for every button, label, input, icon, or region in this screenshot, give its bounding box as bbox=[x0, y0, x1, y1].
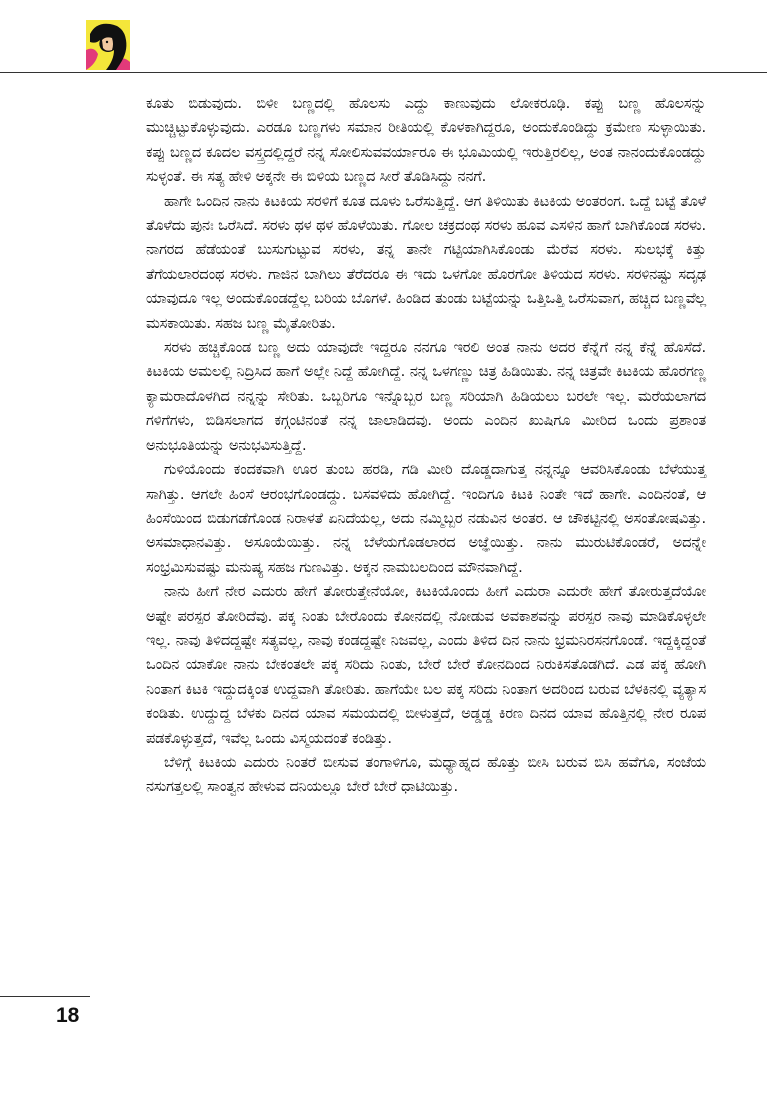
paragraph: ನಾನು ಹೀಗೆ ನೇರ ಎದುರು ಹೇಗೆ ತೋರುತ್ತೇನೆಯೋ, ಕಿಟಕಿಯೊಂದು ಹೀಗೆ ಎದುರಾ ಎದುರೇ ಹೇಗೆ ತೋರುತ್ತದೆಯೋ ಅಷ್ಟೇ ಪರಸ್ಪರ ತೋರಿದೆವು. ಪಕ್ಕ ನಿಂತು ಬೇರೊಂದು ಕೋನದಲ್ಲಿ ನೋಡುವ ಅವಕಾಶವನ್ನು ಪರಸ್ಪರ ನಾವು ಮಾಡಿಕೊಳ್ಳಲೇ ಇಲ್ಲ. ನಾವು ತಿಳಿದದ್ದಷ್ಟೇ ಸತ್ಯವಲ್ಲ, ನಾವು ಕಂಡದ್ದಷ್ಟೇ ನಿಜವಲ್ಲ, ಎಂದು ತಿಳಿದ ದಿನ ನಾನು ಭ್ರಮನಿರಸನಗೊಂಡೆ. ಇದ್ದಕ್ಕಿದ್ದಂತೆ ಒಂದಿನ ಯಾಕೋ ನಾನು ಬೇಕಂತಲೇ ಪಕ್ಕ ಸರಿದು ನಿಂತು, ಬೇರೆ ಬೇರೆ ಕೋನದಿಂದ ನಿರುಕಿಸತೊಡಗಿದೆ. ಎಡ ಪಕ್ಕ ಹೋಗಿ ನಿಂತಾಗ ಕಿಟಕಿ ಇದ್ದುದಕ್ಕಿಂತ ಉದ್ದವಾಗಿ ತೋರಿತು. ಹಾಗೆಯೇ ಬಲ ಪಕ್ಕ ಸರಿದು ನಿಂತಾಗ ಅದರಿಂದ ಬರುವ ಬೆಳಕಿನಲ್ಲಿ ವ್ಯತ್ಯಾಸ ಕಂಡಿತು. ಉದ್ದುದ್ದ ಬೆಳಕು ದಿನದ ಯಾವ ಸಮಯದಲ್ಲಿ ಬೀಳುತ್ತದೆ, ಅಡ್ಡಡ್ಡ ಕಿರಣ ದಿನದ ಯಾವ ಹೊತ್ತಿನಲ್ಲಿ ನೇರ ರೂಪ ಪಡಕೊಳ್ಳುತ್ತದೆ, ಇವೆಲ್ಲ ಒಂದು ವಿಸ್ಮಯದಂತೆ ಕಂಡಿತ್ತು. bbox=[146, 583, 706, 747]
paragraph: ಹಾಗೇ ಒಂದಿನ ನಾನು ಕಿಟಕಿಯ ಸರಳಿಗೆ ಕೂತ ದೂಳು ಒರೆಸುತ್ತಿದ್ದೆ. ಆಗ ತಿಳಿಯಿತು ಕಿಟಕಿಯ ಅಂತರಂಗ. ಒದ್ದೆ ಬಟ್ಟೆ ತೊಳೆ ತೊಳೆದು ಪುನಃ ಒರೆಸಿದೆ. ಸರಳು ಥಳ ಥಳ ಹೊಳೆಯಿತು. ಗೋಲ ಚಕ್ರದಂಥ ಸರಳು ಹೂವ ಎಸಳಿನ ಹಾಗೆ ಬಾಗಿಕೊಂಡ ಸರಳು. ನಾಗರದ ಹೆಡೆಯಂತೆ ಬುಸುಗುಟ್ಟುವ ಸರಳು, ತನ್ನ ತಾನೇ ಗಟ್ಟಿಯಾಗಿಸಿಕೊಂಡು ಮೆರೆವ ಸರಳು. ಸುಲಭಕ್ಕೆ ಕಿತ್ತು ತೆಗೆಯಲಾರದಂಥ ಸರಳು. ಗಾಜಿನ ಬಾಗಿಲು ತೆರೆದರೂ ಈ ಇದು ಒಳಗೋ ಹೊರಗೋ ತಿಳಿಯದ ಸರಳು. ಸರಳಿನಷ್ಟು ಸದೃಢ ಯಾವುದೂ ಇಲ್ಲ ಅಂದುಕೊಂಡದ್ದೆಲ್ಲ ಬರಿಯ ಬೊಗಳೆ. ಹಿಂಡಿದ ತುಂಡು ಬಟ್ಟೆಯನ್ನು ಒತ್ತಿಒತ್ತಿ ಒರೆಸುವಾಗ, ಹಚ್ಚಿದ ಬಣ್ಣವೆಲ್ಲ ಮಸಕಾಯಿತು. ಸಹಜ ಬಣ್ಣ ಮೈತೋರಿತು. bbox=[146, 192, 706, 332]
paragraph: ಬೆಳಿಗ್ಗೆ ಕಿಟಕಿಯ ಎದುರು ನಿಂತರೆ ಬೀಸುವ ತಂಗಾಳಿಗೂ, ಮಧ್ಯಾಹ್ನದ ಹೊತ್ತು ಬೀಸಿ ಬರುವ ಬಿಸಿ ಹವೆಗೂ, ಸಂಜೆಯ ನಸುಗತ್ತಲಲ್ಲಿ ಸಾಂತ್ವನ ಹೇಳುವ ದನಿಯಲ್ಲೂ ಬೇರೆ ಬೇರೆ ಧಾಟಿಯಿತ್ತು. bbox=[146, 753, 706, 796]
footer-rule bbox=[0, 996, 90, 997]
paragraph: ಸರಳು ಹಚ್ಚಿಕೊಂಡ ಬಣ್ಣ ಅದು ಯಾವುದೇ ಇದ್ದರೂ ನನಗೂ ಇರಲಿ ಅಂತ ನಾನು ಅದರ ಕೆನ್ನೆಗೆ ನನ್ನ ಕೆನ್ನೆ ಹೊಸೆದೆ. ಕಿಟಕಿಯ ಅಮಲಲ್ಲಿ ನಿದ್ರಿಸಿದ ಹಾಗೆ ಅಲ್ಲೇ ನಿದ್ದೆ ಹೋಗಿದ್ದೆ. ನನ್ನ ಒಳಗಣ್ಣು ಚಿತ್ರ ಹಿಡಿಯಿತು. ನನ್ನ ಚಿತ್ರವೇ ಕಿಟಕಿಯ ಹೊರಗಣ್ಣ ಕ್ಯಾಮರಾದೊಳಗಿದ ನನ್ನನ್ನು ಸೇರಿತು. ಒಬ್ಬರಿಗೂ ಇನ್ನೊಬ್ಬರ ಬಣ್ಣ ಸರಿಯಾಗಿ ಹಿಡಿಯಲು ಬರಲೇ ಇಲ್ಲ. ಮರೆಯಲಾಗದ ಗಳಿಗೆಗಳು, ಬಿಡಿಸಲಾಗದ ಕಗ್ಗಂಟಿನಂತೆ ನನ್ನ ಜಾಲಾಡಿದವು. ಅಂದು ಎಂದಿನ ಖುಷಿಗೂ ಮೀರಿದ ಒಂದು ಪ್ರಶಾಂತ ಅನುಭೂತಿಯನ್ನು ಅನುಭವಿಸುತ್ತಿದ್ದೆ. bbox=[146, 339, 706, 454]
paragraph: ಕೂತು ಬಿಡುವುದು. ಬಿಳೀ ಬಣ್ಣದಲ್ಲಿ ಹೊಲಸು ಎದ್ದು ಕಾಣುವುದು ಲೋಕರೂಢಿ. ಕಪ್ಪು ಬಣ್ಣ ಹೊಲಸನ್ನು ಮುಚ್ಚಿಟ್ಟುಕೊಳ್ಳುವುದು. ಎರಡೂ ಬಣ್ಣಗಳು ಸಮಾನ ರೀತಿಯಲ್ಲಿ ಕೊಳಕಾಗಿದ್ದರೂ, ಅಂದುಕೊಂಡಿದ್ದು ಕ್ರಮೇಣ ಸುಳ್ಳಾಯಿತು. ಕಪ್ಪು ಬಣ್ಣದ ಕೂದಲ ವಸ್ತ್ರದಲ್ಲಿದ್ದರೆ ನನ್ನ ಸೋಲಿಸುವವರ್ಯಾರೂ ಈ ಭೂಮಿಯಲ್ಲಿ ಇರುತ್ತಿರಲಿಲ್ಲ, ಅಂತ ನಾನಂದುಕೊಂಡದ್ದು ಸುಳ್ಳಂತೆ. ಈ ಸತ್ಯ ಹೇಳಿ ಅಕ್ಕನೇ ಈ ಬಿಳಿಯ ಬಣ್ಣದ ಸೀರೆ ತೊಡಿಸಿದ್ದು ನನಗೆ. bbox=[146, 95, 706, 186]
header-rule bbox=[0, 72, 767, 73]
body-text bbox=[146, 92, 706, 800]
paragraph: ಗುಳಿಯೊಂದು ಕಂದಕವಾಗಿ ಊರ ತುಂಬ ಹರಡಿ, ಗಡಿ ಮೀರಿ ದೊಡ್ಡದಾಗುತ್ತ ನನ್ನನ್ನೂ ಆವರಿಸಿಕೊಂಡು ಬೆಳೆಯುತ್ತ ಸಾಗಿತ್ತು. ಆಗಲೇ ಹಿಂಸೆ ಆರಂಭಗೊಂಡದ್ದು. ಬಸವಳಿದು ಹೋಗಿದ್ದೆ. ಇಂದಿಗೂ ಕಿಟಕಿ ನಿಂತೇ ಇದೆ ಹಾಗೇ. ಎಂದಿನಂತೆ, ಆ ಹಿಂಸೆಯಿಂದ ಬಿಡುಗಡೆಗೊಂಡ ನಿರಾಳತೆ ಏನಿದೆಯಲ್ಲ, ಅದು ನಮ್ಮಿಬ್ಬರ ನಡುವಿನ ಅಂತರ. ಆ ಚೌಕಟ್ಟಿನಲ್ಲಿ ಅಸಂತೋಷವಿತ್ತು. ಅಸಮಾಧಾನವಿತ್ತು. ಅಸೂಯೆಯಿತ್ತು. ನನ್ನ ಬೆಳೆಯಗೊಡಲಾರದ ಅಜ್ಞೆಯಿತ್ತು. ನಾನು ಮುರುಟಿಕೊಂಡರೆ, ಅದನ್ನೇ ಸಂಭ್ರಮಿಸುವಷ್ಟು ಮನುಷ್ಯ ಸಹಜ ಗುಣವಿತ್ತು. ಅಕ್ಕನ ನಾಮಬಲದಿಂದ ಮೌನವಾಗಿದ್ದೆ. bbox=[146, 461, 706, 576]
page-number: 18 bbox=[56, 1004, 80, 1027]
woman-profile-logo-icon bbox=[86, 20, 130, 70]
